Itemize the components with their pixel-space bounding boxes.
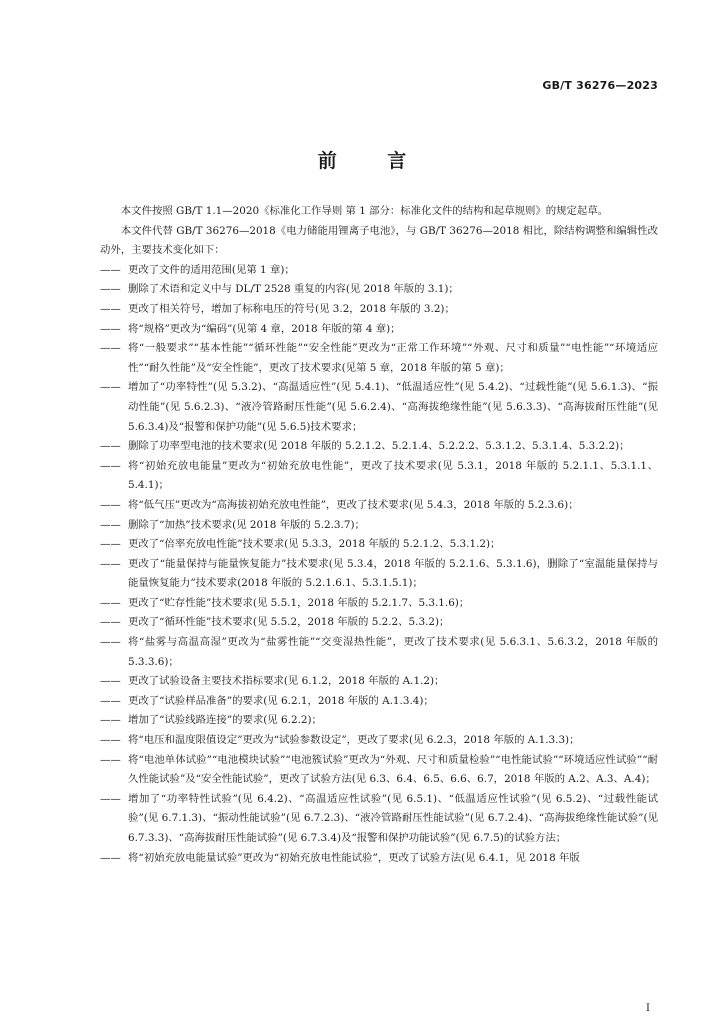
list-item [100, 692, 658, 712]
list-dash: —— [100, 636, 121, 649]
page-title: 前 言 [317, 150, 429, 172]
list-item-text: 将“低气压”更改为“高海拔初始充放电性能”，更改了技术要求(见 5.4.3，2018 年版的 5.2.3.6)； [128, 498, 579, 511]
list-item [100, 751, 658, 790]
list-dash: —— [100, 753, 121, 766]
changes-list [100, 261, 658, 868]
list-item [100, 790, 658, 849]
list-item-text: 更改了“倍率充放电性能”技术要求(见 5.3.3，2018 年版的 5.2.1.2、5.3.1.2)； [128, 538, 501, 551]
list-item-text: 将“初始充放电能量”更改为“初始充放电性能”，更改了技术要求(见 5.3.1，2018 年版的 5.2.1.1、5.3.1.1、5.4.1)； [128, 459, 658, 492]
list-item-text: 将“规格”更改为“编码”(见第 4 章，2018 年版的第 4 章)； [128, 322, 401, 335]
list-dash: —— [100, 734, 121, 747]
list-item [100, 437, 658, 457]
list-dash: —— [100, 557, 121, 570]
list-item-text: 增加了“试验线路连接”的要求(见 6.2.2)； [128, 714, 322, 727]
list-item [100, 516, 658, 536]
list-item [100, 594, 658, 614]
list-item-text: 删除了术语和定义中与 DL/T 2528 重复的内容(见 2018 年版的 3.1)； [128, 283, 459, 296]
list-item [100, 731, 658, 751]
list-item [100, 711, 658, 731]
list-item-text: 将“电池单体试验”“电池模块试验”“电池簇试验”更改为“外观、尺寸和质量检验”“电性能试验”“环境适应性试验”“耐久性能试验”及“安全性能试验”，更改了试验方法(见 6.3、6.4、6.5、6.6、6.7，2018 年版的 A.2、A.3、A.4)； [128, 753, 658, 786]
list-item [100, 535, 658, 555]
list-item [100, 261, 658, 281]
list-item-text: 删除了“加热”技术要求(见 2018 年版的 5.2.3.7)； [128, 518, 365, 531]
list-item [100, 849, 658, 869]
list-item-text: 更改了相关符号，增加了标称电压的符号(见 3.2，2018 年版的 3.2)； [128, 302, 455, 315]
list-item-text: 更改了“贮存性能”技术要求(见 5.5.1，2018 年版的 5.2.1.7、5.3.1.6)； [128, 596, 470, 609]
list-item-text: 更改了“试验样品准备”的要求(见 6.2.1，2018 年版的 A.1.3.4)； [128, 694, 434, 707]
list-item-text: 增加了“功率特性试验”(见 6.4.2)、“高温适应性试验”(见 6.5.1)、“低温适应性试验”(见 6.5.2)、“过载性能试验”(见 6.7.1.3)、“振动性能试验”(见 6.7.2.3)、“液冷管路耐压性能试验”(见 6.7.2.4)、“高海拔绝缘性能试验”(见 6.7.3.3)、“高海拔耐压性能试验”(见 6.7.3.4)及“报警和保护功能试验”(见 6.7.5)的试验方法； [128, 792, 658, 844]
list-item [100, 300, 658, 320]
list-dash: —— [100, 342, 121, 355]
list-item [100, 672, 658, 692]
list-item [100, 280, 658, 300]
list-item-text: 将“一般要求”“基本性能”“循环性能”“安全性能”更改为“正常工作环境”“外观、尺寸和质量”“电性能”“环境适应性”“耐久性能”及“安全性能”，更改了技术要求(见第 5 章，2018 年版的第 5 章)； [128, 342, 658, 374]
list-dash: —— [100, 616, 121, 629]
list-item-text: 更改了试验设备主要技术指标要求(见 6.1.2，2018 年版的 A.1.2)； [128, 675, 445, 688]
list-item [100, 457, 658, 496]
page-number: I [646, 1003, 650, 1014]
list-item-text: 将“盐雾与高温高湿”更改为“盐雾性能”“交变湿热性能”，更改了技术要求(见 5.6.3.1、5.6.3.2，2018 年版的 5.3.3.6)； [128, 636, 658, 668]
list-item [100, 378, 658, 437]
list-dash: —— [100, 440, 121, 453]
list-dash: —— [100, 714, 121, 727]
list-item [100, 555, 658, 594]
document-body [100, 202, 658, 868]
list-dash: —— [100, 283, 121, 296]
list-dash: —— [100, 381, 121, 394]
list-dash: —— [100, 694, 121, 707]
list-dash: —— [100, 263, 121, 276]
list-dash: —— [100, 538, 121, 551]
list-item [100, 613, 658, 633]
list-dash: —— [100, 459, 121, 472]
list-item-text: 更改了文件的适用范围(见第 1 章)； [128, 263, 295, 276]
list-dash: —— [100, 792, 121, 805]
list-item-text: 删除了功率型电池的技术要求(见 2018 年版的 5.2.1.2、5.2.1.4、5.2.2.2、5.3.1.2、5.3.1.4、5.3.2.2)； [128, 440, 630, 453]
list-item [100, 339, 658, 378]
list-dash: —— [100, 302, 121, 315]
intro-paragraph-2: 本文件代替 GB/T 36276—2018《电力储能用锂离子电池》，与 GB/T 36276—2018 相比，除结构调整和编辑性改动外，主要技术变化如下： [100, 224, 658, 257]
list-item [100, 320, 658, 340]
list-item-text: 更改了“循环性能”技术要求(见 5.5.2，2018 年版的 5.2.2、5.3.2)； [128, 616, 450, 629]
list-item [100, 496, 658, 516]
list-item [100, 633, 658, 672]
list-dash: —— [100, 518, 121, 531]
list-dash: —— [100, 596, 121, 609]
list-item-text: 将“电压和温度限值设定”更改为“试验参数设定”，更改了要求(见 6.2.3，2018 年版的 A.1.3.3)； [128, 734, 580, 747]
list-dash: —— [100, 851, 121, 864]
list-item-text: 将“初始充放电能量试验”更改为“初始充放电性能试验”，更改了试验方法(见 6.4.1，见 2018 年版 [128, 851, 580, 864]
list-dash: —— [100, 675, 121, 688]
list-item-text: 增加了“功率特性”(见 5.3.2)、“高温适应性”(见 5.4.1)、“低温适应性”(见 5.4.2)、“过载性能”(见 5.6.1.3)、“振动性能”(见 5.6.2.3)、“液冷管路耐压性能”(见 5.6.2.4)、“高海拔绝缘性能”(见 5.6.3.3)、“高海拔耐压性能”(见 5.6.3.4)及“报警和保护功能”(见 5.6.5)技术要求； [128, 381, 658, 433]
list-dash: —— [100, 322, 121, 335]
list-dash: —— [100, 498, 121, 511]
list-item-text: 更改了“能量保持与能量恢复能力”技术要求(见 5.3.4，2018 年版的 5.2.1.6、5.3.1.6)，删除了“室温能量保持与能量恢复能力”技术要求(2018 年版的 5.2.1.6.1、5.3.1.5.1)； [128, 557, 658, 590]
intro-paragraph-1: 本文件按照 GB/T 1.1—2020《标准化工作导则 第 1 部分：标准化文件的结构和起草规则》的规定起草。 [120, 205, 609, 217]
standard-number: GB/T 36276—2023 [542, 79, 658, 92]
